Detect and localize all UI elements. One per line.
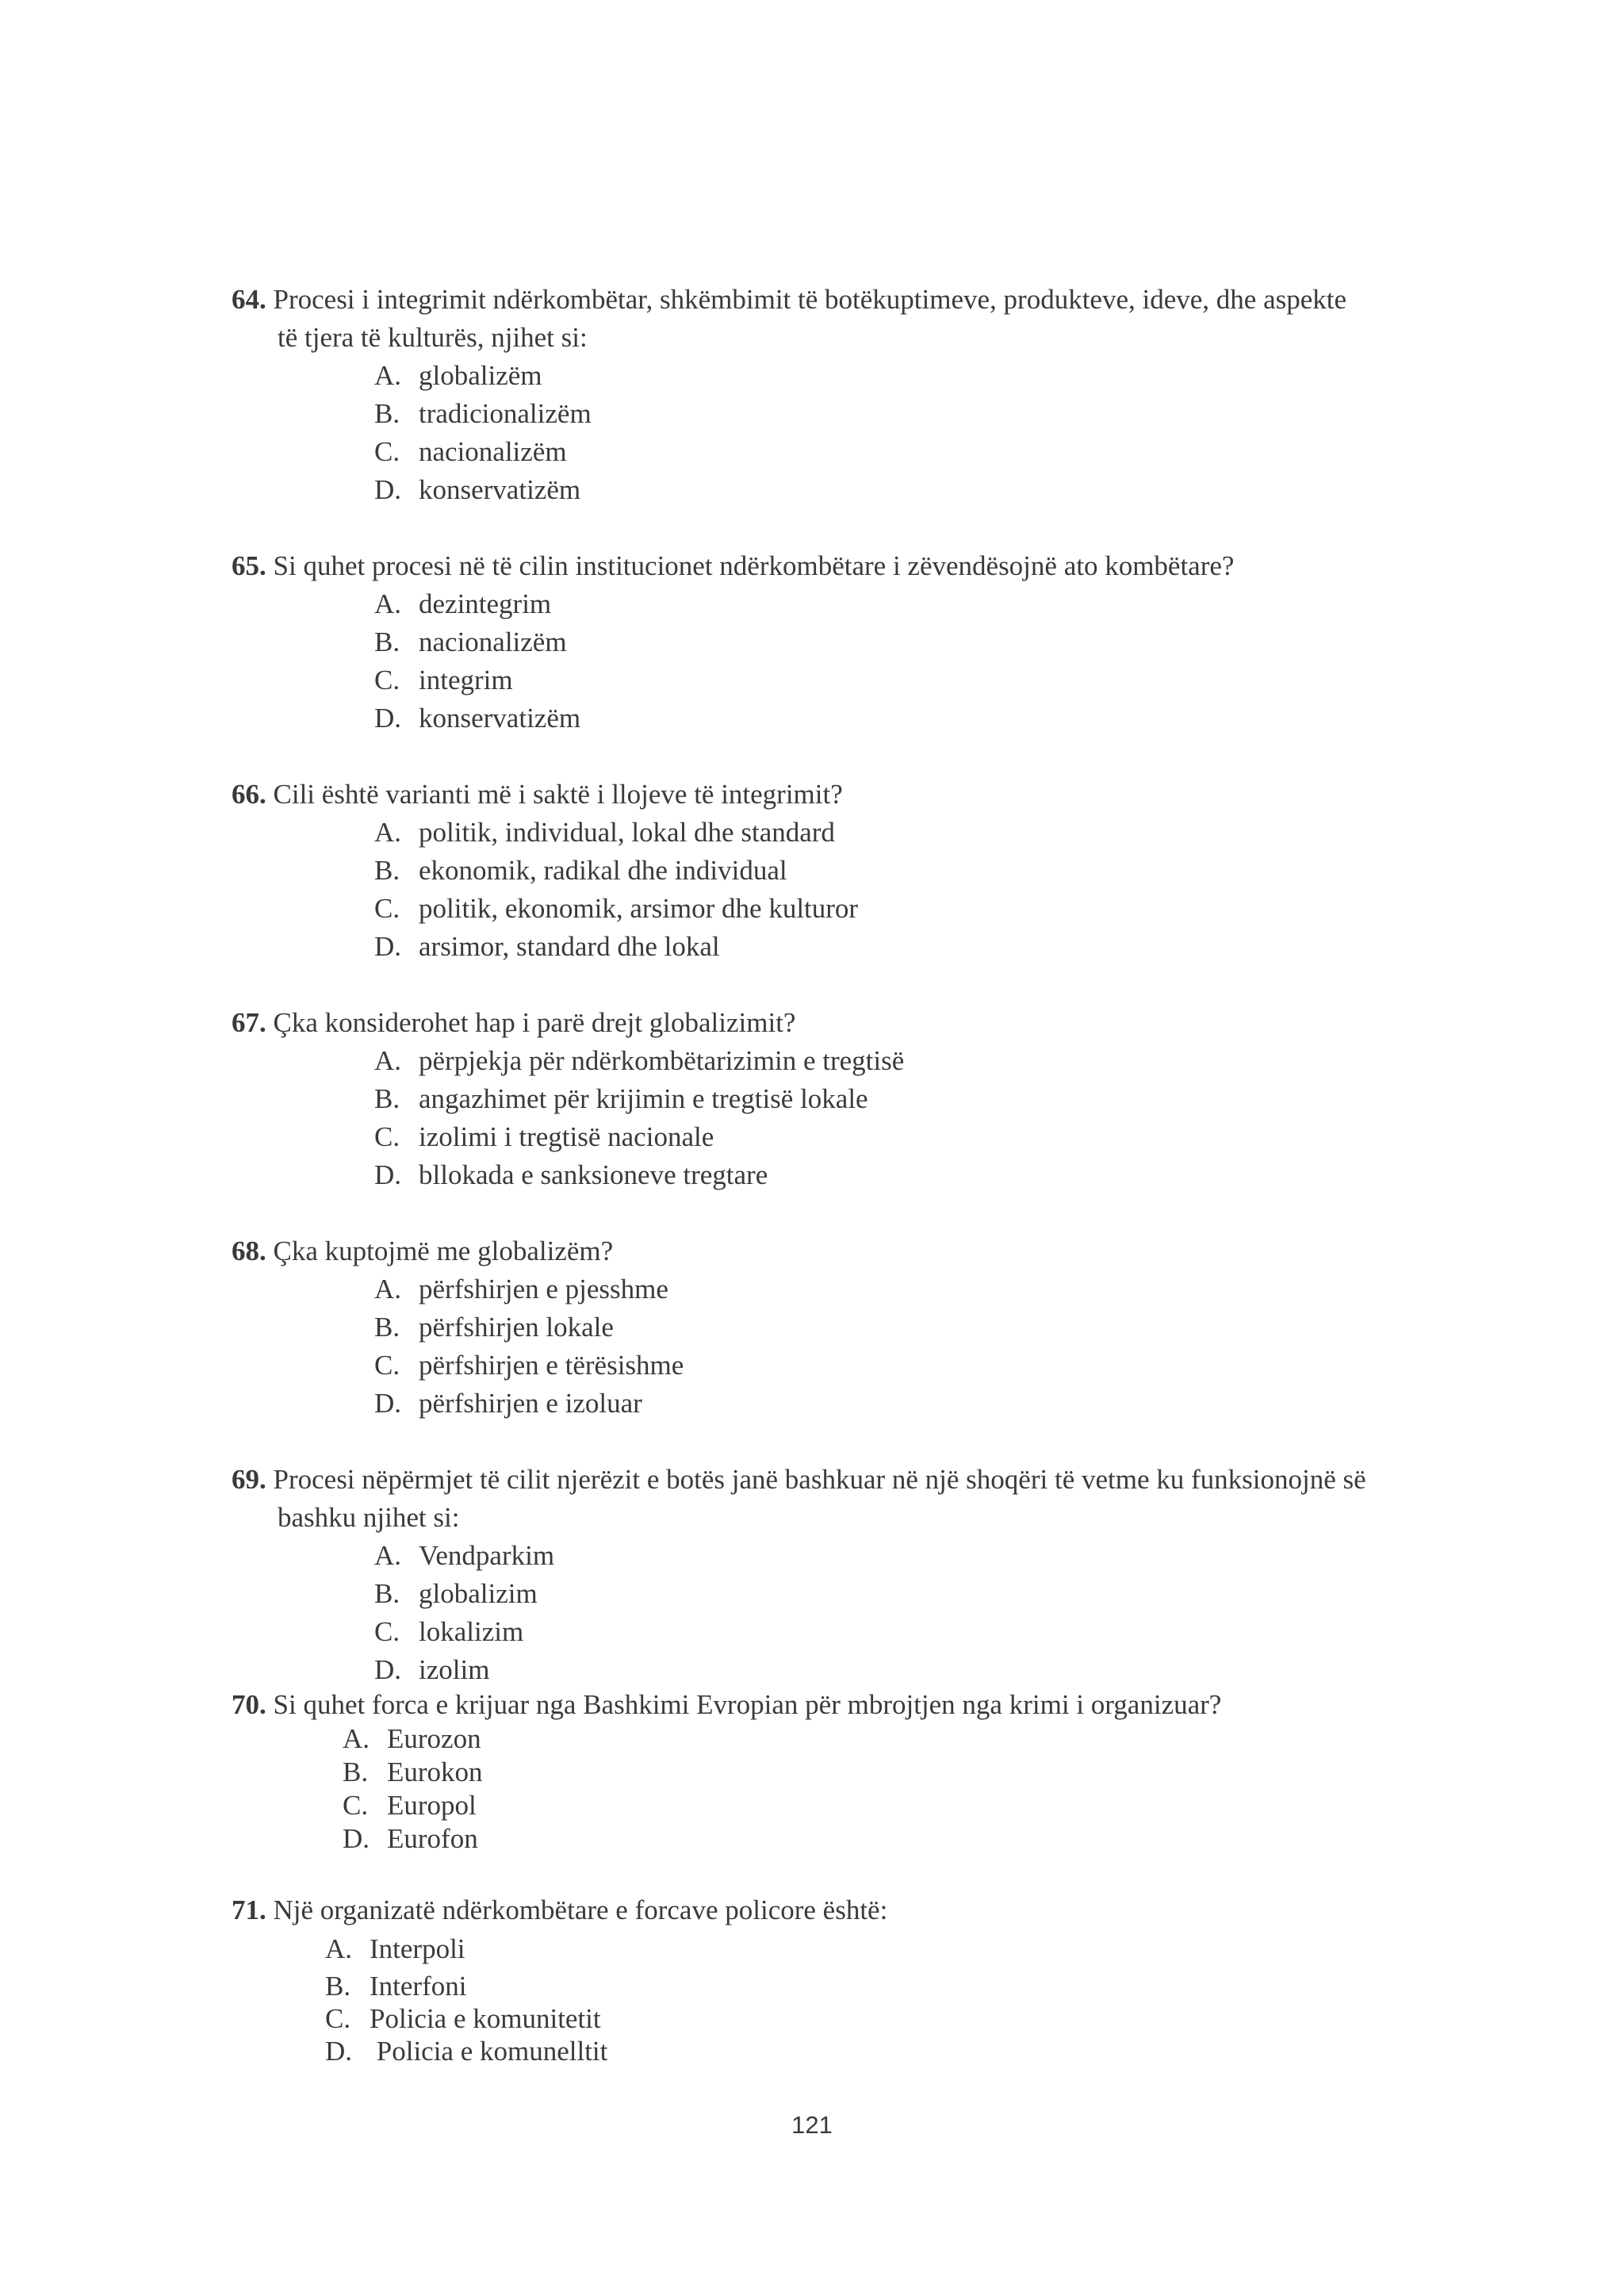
option-text: përfshirjen lokale — [419, 1312, 614, 1343]
page-number: 121 — [791, 2111, 833, 2139]
option-letter: C. — [374, 893, 400, 924]
question-text: Cili është varianti më i saktë i llojeve të integrimit? — [273, 779, 843, 810]
option-letter: C. — [374, 1350, 400, 1381]
option-text: Policia e komunitetit — [370, 2003, 601, 2034]
option-text: Europol — [387, 1790, 477, 1821]
option-b — [374, 1575, 538, 1613]
option-text: nacionalizëm — [419, 436, 567, 467]
option-letter: A. — [343, 1723, 370, 1754]
option-a — [374, 1042, 904, 1080]
option-d — [343, 1820, 478, 1858]
option-letter: D. — [374, 1388, 402, 1419]
option-letter: A. — [374, 588, 402, 619]
option-letter: C. — [374, 665, 400, 695]
option-text: përfshirjen e pjesshme — [419, 1274, 668, 1304]
option-d — [374, 1156, 768, 1194]
question-number: 64. — [232, 284, 266, 315]
option-b — [374, 852, 787, 890]
option-c — [374, 433, 567, 471]
question-68 — [232, 1232, 613, 1270]
option-text: ekonomik, radikal dhe individual — [419, 855, 787, 886]
option-text: konservatizëm — [419, 474, 581, 505]
option-a — [343, 1720, 481, 1758]
question-text: Procesi nëpërmjet të cilit njerëzit e botës janë bashkuar në një shoqëri të vetme ku funksionojnë së — [273, 1464, 1366, 1495]
option-text: Interfoni — [370, 1971, 467, 2002]
option-letter: A. — [374, 1274, 402, 1304]
option-text: përfshirjen e tërësishme — [419, 1350, 684, 1381]
option-a — [374, 1537, 554, 1575]
option-letter: B. — [374, 1578, 400, 1609]
option-text: integrim — [419, 665, 513, 695]
question-66 — [232, 776, 843, 814]
option-text: politik, individual, lokal dhe standard — [419, 817, 835, 848]
option-text: Eurofon — [387, 1823, 478, 1854]
option-d — [374, 471, 580, 509]
option-a — [374, 585, 551, 623]
option-text: Eurokon — [387, 1757, 483, 1787]
option-letter: D. — [343, 1823, 370, 1854]
question-65 — [232, 547, 1234, 585]
option-text: izolim — [419, 1654, 490, 1685]
option-text: përfshirjen e izoluar — [419, 1388, 642, 1419]
option-d — [325, 2032, 607, 2071]
question-number: 68. — [232, 1236, 266, 1266]
option-text: globalizëm — [419, 360, 542, 391]
option-text: Vendparkim — [419, 1540, 555, 1571]
option-text: globalizim — [419, 1578, 538, 1609]
question-64 — [232, 281, 1346, 319]
option-text: izolimi i tregtisë nacionale — [419, 1121, 714, 1152]
option-text: dezintegrim — [419, 588, 552, 619]
question-continuation: bashku njihet si: — [278, 1502, 460, 1533]
option-a — [325, 1930, 465, 1968]
option-letter: B. — [343, 1757, 369, 1787]
option-letter: A. — [374, 360, 402, 391]
question-69 — [232, 1461, 1366, 1499]
option-a — [374, 357, 542, 395]
option-text: konservatizëm — [419, 703, 581, 734]
option-b — [374, 1080, 868, 1118]
option-c — [374, 1118, 714, 1156]
option-letter: D. — [374, 931, 402, 962]
question-number: 71. — [232, 1894, 266, 1925]
question-67 — [232, 1004, 795, 1042]
question-text: Çka konsiderohet hap i parë drejt globalizimit? — [273, 1007, 796, 1038]
option-d — [374, 928, 720, 966]
option-text: Policia e komunelltit — [370, 2036, 608, 2067]
option-text: tradicionalizëm — [419, 398, 592, 429]
option-letter: C. — [374, 1616, 400, 1647]
option-text: arsimor, standard dhe lokal — [419, 931, 720, 962]
option-d — [374, 699, 580, 737]
option-letter: A. — [325, 1933, 353, 1964]
option-a — [374, 814, 835, 852]
option-letter: A. — [374, 817, 402, 848]
option-a — [374, 1270, 668, 1308]
option-b — [343, 1753, 483, 1791]
option-letter: B. — [374, 855, 400, 886]
question-text: Një organizatë ndërkombëtare e forcave policore është: — [273, 1894, 888, 1925]
option-text: lokalizim — [419, 1616, 524, 1647]
option-letter: D. — [374, 1159, 402, 1190]
option-c — [374, 1613, 523, 1651]
option-letter: B. — [374, 1083, 400, 1114]
question-number: 70. — [232, 1689, 266, 1720]
option-text: përpjekja për ndërkombëtarizimin e tregtisë — [419, 1045, 905, 1076]
option-text: nacionalizëm — [419, 626, 567, 657]
question-text: Procesi i integrimit ndërkombëtar, shkëmbimit të botëkuptimeve, produkteve, ideve, dhe aspekte — [273, 284, 1347, 315]
option-c — [343, 1787, 477, 1825]
option-letter: D. — [325, 2036, 353, 2067]
option-letter: B. — [325, 1971, 351, 2002]
option-c — [374, 1347, 684, 1385]
question-number: 66. — [232, 779, 266, 810]
option-letter: C. — [343, 1790, 369, 1821]
question-text: Si quhet procesi në të cilin institucionet ndërkombëtare i zëvendësojnë ato kombëtare? — [273, 550, 1235, 581]
question-text: Si quhet forca e krijuar nga Bashkimi Evropian për mbrojtjen nga krimi i organizuar? — [273, 1689, 1222, 1720]
option-letter: C. — [374, 1121, 400, 1152]
question-number: 67. — [232, 1007, 266, 1038]
option-letter: D. — [374, 474, 402, 505]
option-letter: B. — [374, 626, 400, 657]
option-letter: B. — [374, 1312, 400, 1343]
question-number: 69. — [232, 1464, 266, 1495]
question-71 — [232, 1891, 887, 1929]
question-text: Çka kuptojmë me globalizëm? — [273, 1236, 614, 1266]
question-number: 65. — [232, 550, 266, 581]
option-letter: D. — [374, 1654, 402, 1685]
question-70 — [232, 1686, 1221, 1724]
option-letter: D. — [374, 703, 402, 734]
option-text: bllokada e sanksioneve tregtare — [419, 1159, 768, 1190]
option-c — [374, 890, 858, 928]
option-letter: B. — [374, 398, 400, 429]
option-d — [374, 1385, 642, 1423]
option-text: politik, ekonomik, arsimor dhe kulturor — [419, 893, 859, 924]
option-b — [374, 1308, 614, 1347]
option-text: Interpoli — [370, 1933, 465, 1964]
option-letter: C. — [325, 2003, 351, 2034]
option-c — [374, 661, 513, 699]
option-b — [374, 395, 592, 433]
option-text: Eurozon — [387, 1723, 481, 1754]
option-text: angazhimet për krijimin e tregtisë lokale — [419, 1083, 868, 1114]
option-d — [374, 1651, 489, 1689]
option-b — [374, 623, 567, 661]
option-letter: C. — [374, 436, 400, 467]
option-letter: A. — [374, 1045, 402, 1076]
question-continuation: të tjera të kulturës, njihet si: — [278, 322, 588, 353]
option-letter: A. — [374, 1540, 402, 1571]
